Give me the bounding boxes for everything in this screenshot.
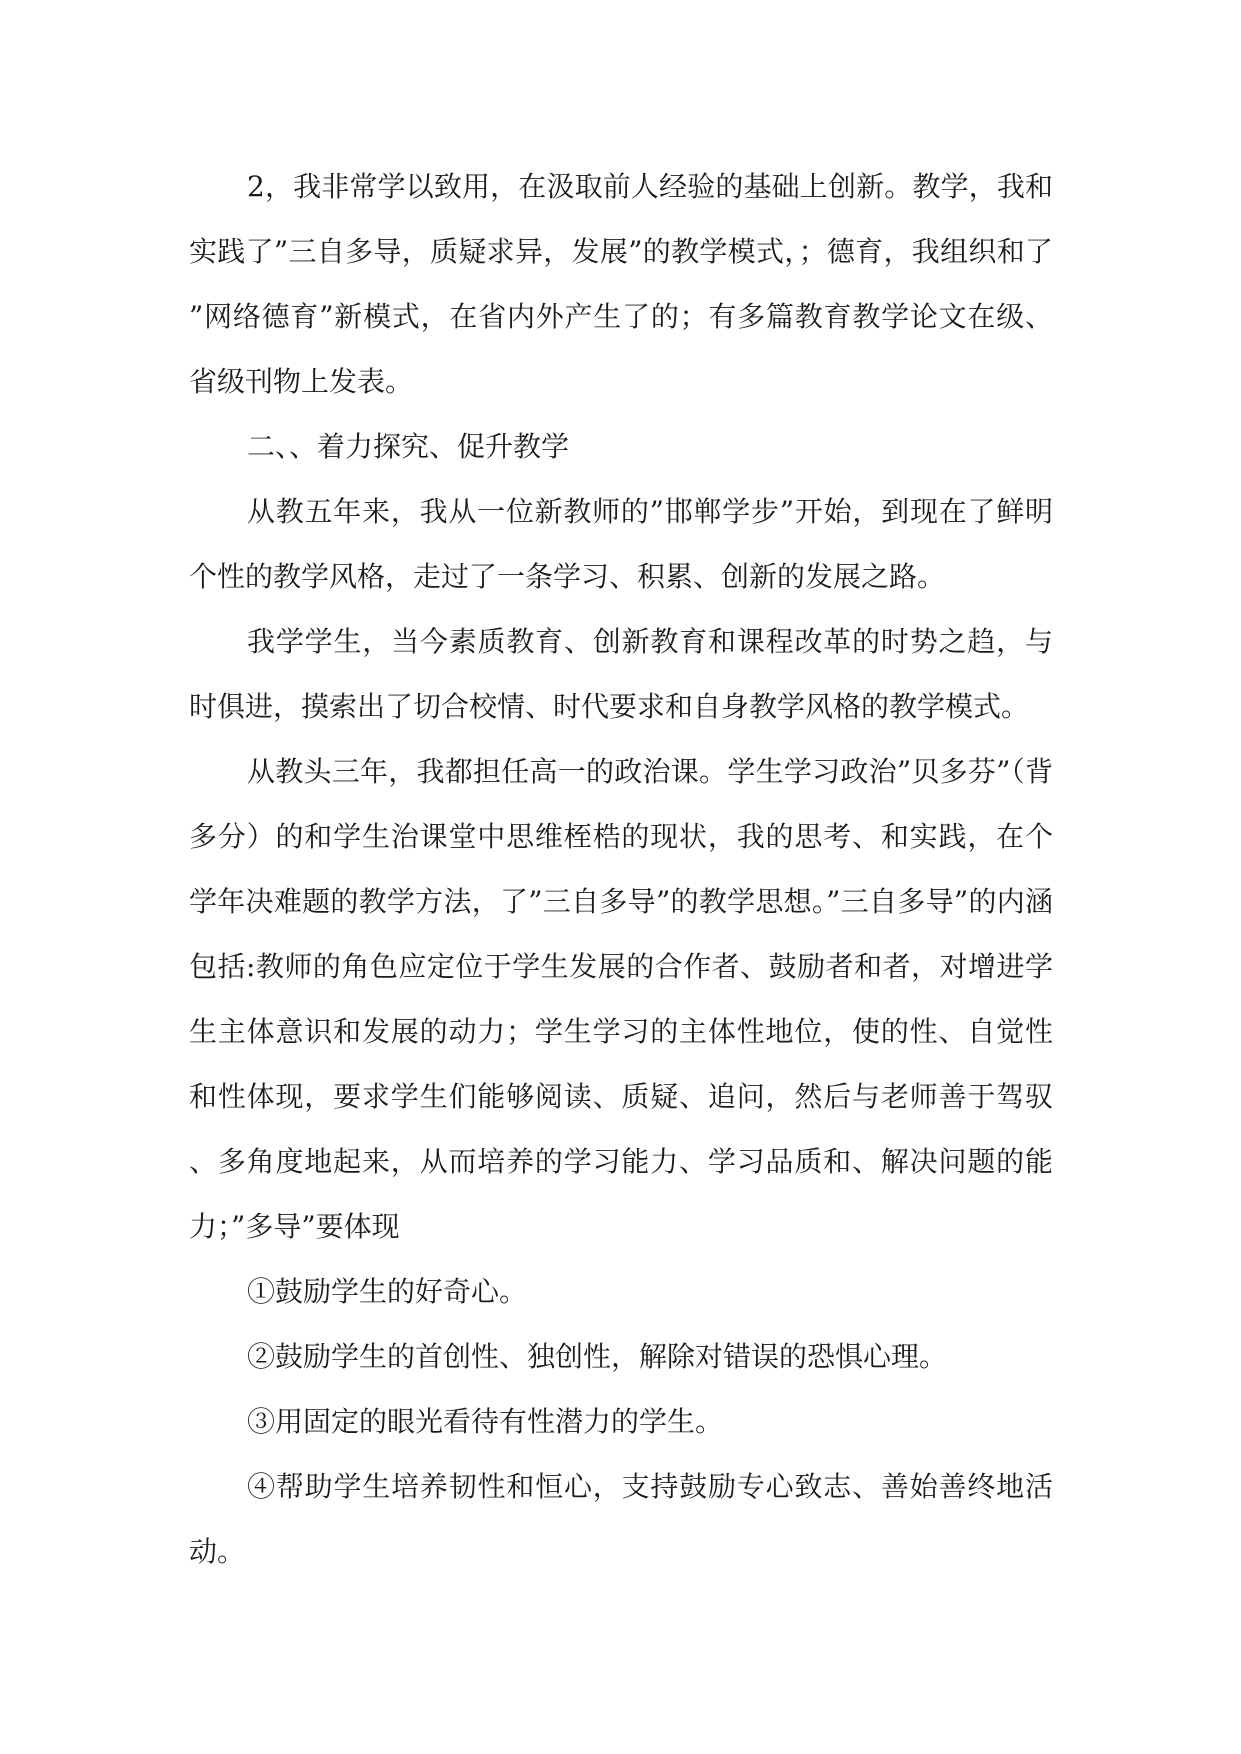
paragraph-five-years: 从教五年来，我从一位新教师的”邯郸学步”开始，到现在了鲜明个性的教学风格，走过了一条学习、积累、创新的发展之路。 [189,495,1053,593]
document-body [189,154,1053,1584]
list-item-1: ①鼓励学生的好奇心。 [247,1275,528,1308]
list-item-3: ③用固定的眼光看待有性潜力的学生。 [247,1405,724,1438]
list-item-4: ④帮助学生培养韧性和恒心，支持鼓励专心致志、善始善终地活动。 [189,1470,1053,1568]
paragraph-three-self: 从教头三年，我都担任高一的政治课。学生学习政治”贝多芬”（背多分）的和学生治课堂中思维桎梏的现状，我的思考、和实践，在个学年决难题的教学方法，了”三自多导”的教学思想。”三自多导”的内涵包括:教师的角色应定位于学生发展的合作者、鼓励者和者，对增进学生主体意识和发展的动力；学生学习的主体性地位，使的性、自觉性和性体现，要求学生们能够阅读、质疑、追问，然后与老师善于驾驭、多角度地起来，从而培养的学习能力、学习品质和、解决问题的能力；”多导”要体现 [189,755,1053,1243]
list-item-2: ②鼓励学生的首创性、独创性，解除对错误的恐惧心理。 [247,1340,948,1373]
paragraph-teaching-model: 我学学生，当今素质教育、创新教育和课程改革的时势之趋，与时俱进，摸索出了切合校情、时代要求和自身教学风格的教学模式。 [189,625,1053,723]
section-heading: 二、、着力探究、促升教学 [247,430,570,463]
paragraph-innovation: 2，我非常学以致用，在汲取前人经验的基础上创新。教学，我和实践了”三自多导，质疑求异，发展”的教学模式，；德育，我组织和了”网络德育”新模式，在省内外产生了的；有多篇教育教学论文在级、省级刊物上发表。 [189,170,1053,398]
